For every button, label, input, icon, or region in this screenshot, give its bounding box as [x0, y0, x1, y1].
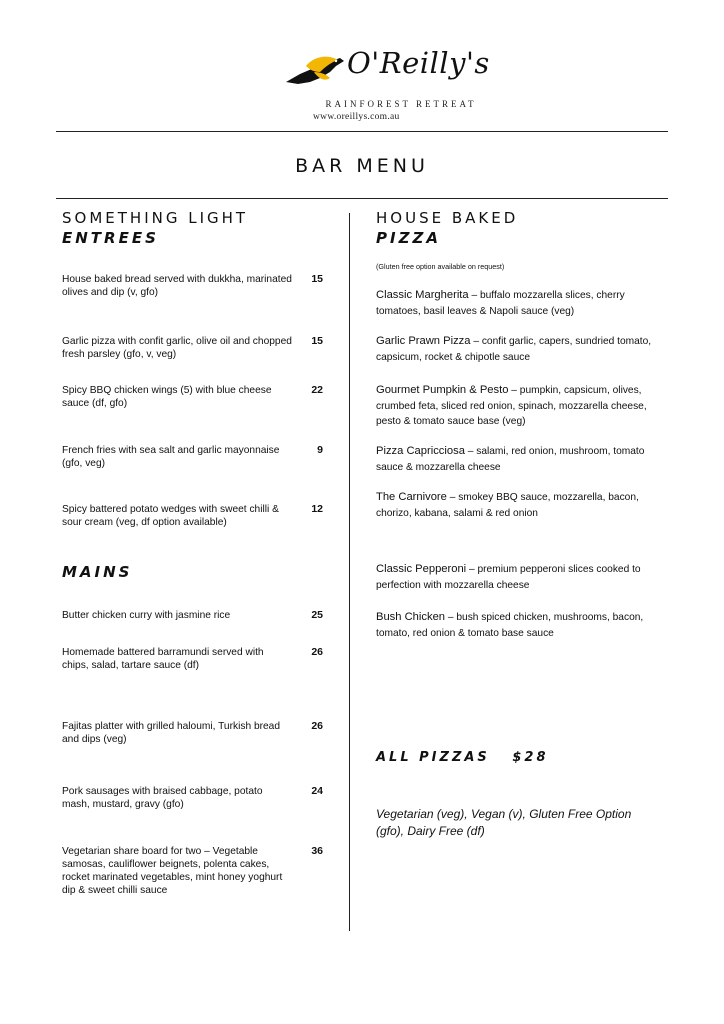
pizza-description: – pumpkin, capsicum, olives, crumbed feta, sliced red onion, spinach, mozzarella cheese, pesto & tomato sauce base (veg) — [376, 385, 647, 427]
section-heading-pizza: PIZZA — [376, 229, 441, 247]
pizza-name: Classic Pepperoni — [376, 563, 467, 575]
pizza-item — [376, 444, 666, 475]
all-pizzas-amount: $28 — [512, 750, 549, 765]
menu-item: Garlic pizza with confit garlic, olive oil and chopped fresh parsley (gfo, v, veg) — [62, 336, 292, 360]
all-pizzas-label: ALL PIZZAS — [376, 750, 490, 765]
title-divider — [56, 198, 668, 199]
dietary-legend: Vegetarian (veg), Vegan (v), Gluten Free Option (gfo), Dairy Free (df) — [376, 807, 632, 838]
menu-item: Spicy battered potato wedges with sweet chilli & sour cream (veg, df option available) — [62, 504, 279, 528]
menu-item: Pork sausages with braised cabbage, potato mash, mustard, gravy (gfo) — [62, 786, 263, 810]
pizza-name: Gourmet Pumpkin & Pesto — [376, 384, 509, 396]
section-heading-something-light: SOMETHING LIGHT — [62, 209, 249, 227]
menu-item: Fajitas platter with grilled haloumi, Turkish bread and dips (veg) — [62, 721, 280, 745]
pizza-description: – buffalo mozzarella slices, cherry tomatoes, basil leaves & Napoli sauce (veg) — [376, 290, 625, 317]
bowerbird-logo-icon — [284, 52, 346, 92]
section-heading-entrees: ENTREES — [62, 229, 159, 247]
pizza-description: – premium pepperoni slices cooked to perfection with mozzarella cheese — [376, 564, 641, 591]
pizza-description: – bush spiced chicken, mushrooms, bacon, tomato, red onion & tomato base sauce — [376, 612, 644, 639]
menu-item: Homemade battered barramundi served with chips, salad, tartare sauce (df) — [62, 647, 264, 671]
section-heading-mains: MAINS — [62, 563, 133, 581]
section-heading-house-baked: HOUSE BAKED — [376, 209, 519, 227]
menu-item: House baked bread served with dukkha, marinated olives and dip (v, gfo) — [62, 274, 292, 298]
brand-name: O'Reilly's — [347, 46, 490, 80]
pizza-item — [376, 490, 666, 521]
pizza-name: Pizza Capricciosa — [376, 445, 465, 457]
menu-item-price: 26 — [311, 720, 323, 732]
brand-tagline: RAINFOREST RETREAT — [325, 99, 477, 109]
menu-item-price: 9 — [317, 444, 323, 456]
pizza-name: Bush Chicken — [376, 611, 446, 623]
menu-item: French fries with sea salt and garlic mayonnaise (gfo, veg) — [62, 445, 280, 469]
pizza-item — [376, 562, 666, 593]
gluten-free-note: (Gluten free option available on request) — [376, 262, 505, 271]
pizza-name: Garlic Prawn Pizza — [376, 335, 471, 347]
pizza-item — [376, 610, 666, 641]
pizza-description: – confit garlic, capers, sundried tomato, capsicum, rocket & chipotle sauce — [376, 336, 652, 363]
pizza-description: – salami, red onion, mushroom, tomato sauce & mozzarella cheese — [376, 446, 645, 473]
column-divider — [349, 213, 350, 931]
menu-item: Vegetarian share board for two – Vegetable samosas, cauliflower beignets, polenta cakes, rocket marinated vegetables, mint honey yoghurt dip & sweet chilli sauce — [62, 846, 283, 896]
menu-item: Spicy BBQ chicken wings (5) with blue cheese sauce (df, gfo) — [62, 385, 272, 409]
pizza-item — [376, 288, 666, 319]
menu-item: Butter chicken curry with jasmine rice — [62, 610, 231, 621]
menu-item-price: 15 — [311, 335, 323, 347]
top-divider — [56, 131, 668, 132]
pizza-item — [376, 334, 666, 365]
page-title: BAR MENU — [295, 155, 429, 177]
menu-item-price: 26 — [311, 646, 323, 658]
menu-item-price: 24 — [311, 785, 323, 797]
all-pizzas-price — [376, 750, 549, 765]
menu-item-price: 15 — [311, 273, 323, 285]
pizza-name: The Carnivore — [376, 491, 447, 503]
menu-item-price: 36 — [311, 845, 323, 857]
pizza-item — [376, 383, 666, 430]
pizza-description: – smokey BBQ sauce, mozzarella, bacon, chorizo, kabana, salami & red onion — [376, 492, 639, 519]
menu-item-price: 25 — [311, 609, 323, 621]
menu-item-price: 12 — [311, 503, 323, 515]
pizza-name: Classic Margherita — [376, 289, 469, 301]
logo — [0, 38, 724, 128]
brand-website[interactable]: www.oreillys.com.au — [313, 112, 400, 122]
menu-item-price: 22 — [311, 384, 323, 396]
